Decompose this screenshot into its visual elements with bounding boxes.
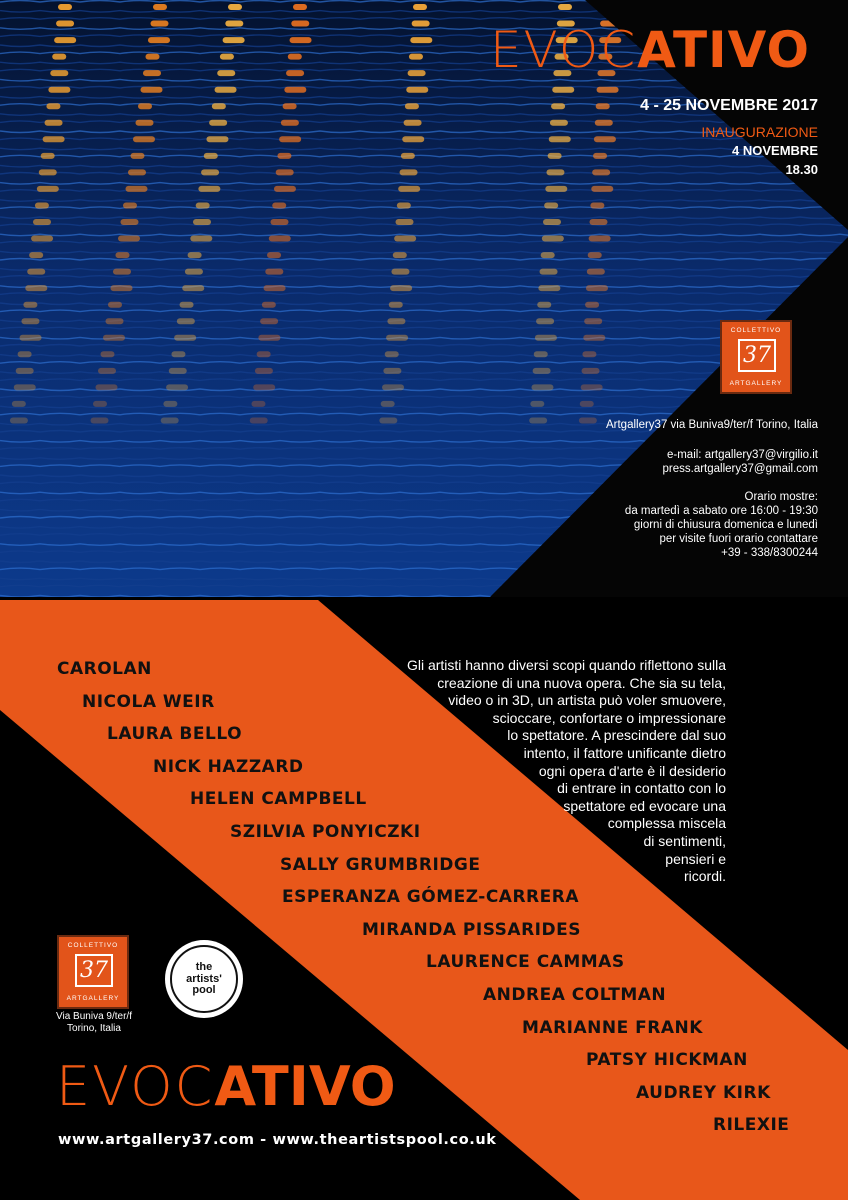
light-reflection — [45, 120, 63, 126]
light-reflection — [293, 4, 307, 10]
light-reflection — [536, 318, 554, 324]
light-reflection — [582, 351, 596, 357]
light-reflection — [108, 302, 122, 308]
description-line: pensieri e — [665, 850, 726, 867]
light-reflection — [161, 417, 179, 423]
light-reflection — [133, 136, 155, 142]
event-dates: 4 - 25 NOVEMBRE 2017 — [640, 97, 818, 114]
light-reflection — [20, 335, 42, 341]
light-reflection — [283, 103, 297, 109]
artist-name: RILEXIE — [713, 1115, 790, 1136]
artgallery37-logo-small — [57, 935, 129, 1009]
light-reflection — [56, 21, 74, 27]
light-reflection — [589, 236, 611, 242]
light-reflection — [225, 21, 243, 27]
artist-name: HELEN CAMPBELL — [190, 789, 367, 810]
light-reflection — [265, 269, 283, 275]
light-reflection — [583, 335, 605, 341]
light-reflection — [217, 70, 235, 76]
light-reflection — [193, 219, 211, 225]
artist-name: PATSY HICKMAN — [586, 1050, 748, 1071]
light-reflection — [410, 37, 432, 43]
light-reflection — [31, 236, 53, 242]
light-reflection — [408, 70, 426, 76]
light-reflection — [393, 252, 407, 258]
light-reflection — [535, 335, 557, 341]
light-reflection — [14, 384, 36, 390]
artgallery37-logo — [720, 320, 792, 394]
logo-number: 37 — [75, 954, 113, 987]
light-reflection — [291, 21, 309, 27]
light-reflection — [533, 368, 551, 374]
light-reflection — [382, 384, 404, 390]
light-reflection — [385, 351, 399, 357]
logo-top-text: COLLETTIVO — [67, 942, 119, 949]
light-reflection — [534, 351, 548, 357]
light-reflection — [180, 302, 194, 308]
light-reflection — [23, 302, 37, 308]
light-reflection — [58, 4, 72, 10]
light-reflection — [537, 302, 551, 308]
light-reflection — [116, 252, 130, 258]
description-line: ricordi. — [683, 868, 726, 885]
light-reflection — [550, 120, 568, 126]
event-title-bottom — [56, 1055, 396, 1119]
footer-urls[interactable]: www.artgallery37.com - www.theartistspool.co.uk — [58, 1132, 497, 1148]
light-reflection — [269, 236, 291, 242]
light-reflection — [103, 335, 125, 341]
light-reflection — [381, 401, 395, 407]
exhibition-description — [386, 657, 726, 886]
description-line: di entrare in contatto con lo — [557, 780, 726, 797]
pool-line-2: artists' — [186, 972, 222, 985]
light-reflection — [529, 417, 547, 423]
light-reflection — [96, 384, 118, 390]
light-reflection — [412, 21, 430, 27]
light-reflection — [594, 136, 616, 142]
bottom-panel — [0, 600, 848, 1200]
email-press[interactable]: press.artgallery37@gmail.com — [662, 463, 818, 475]
light-reflection — [18, 351, 32, 357]
light-reflection — [588, 252, 602, 258]
light-reflection — [190, 236, 212, 242]
pool-line-3: pool — [192, 984, 216, 996]
light-reflection — [276, 169, 294, 175]
light-reflection — [255, 368, 273, 374]
light-reflection — [595, 120, 613, 126]
artist-name: AUDREY KIRK — [636, 1082, 771, 1103]
light-reflection — [16, 368, 34, 374]
description-line: creazione di una nuova opera. Che sia su tela, — [437, 674, 726, 691]
light-reflection — [212, 103, 226, 109]
light-reflection — [586, 285, 608, 291]
light-reflection — [540, 269, 558, 275]
description-line: di sentimenti, — [643, 832, 726, 849]
light-reflection — [174, 335, 196, 341]
light-reflection — [582, 368, 600, 374]
event-title — [490, 20, 810, 80]
light-reflection — [33, 219, 51, 225]
light-reflection — [228, 4, 242, 10]
light-reflection — [46, 103, 60, 109]
light-reflection — [587, 269, 605, 275]
light-reflection — [400, 169, 418, 175]
light-reflection — [136, 120, 154, 126]
phone-number[interactable]: +39 - 338/8300244 — [721, 547, 818, 559]
light-reflection — [279, 136, 301, 142]
light-reflection — [402, 136, 424, 142]
artist-name: MARIANNE FRANK — [522, 1017, 703, 1038]
address-line-1: Via Buniva 9/ter/f — [56, 1011, 132, 1022]
light-reflection — [196, 202, 210, 208]
light-reflection — [585, 302, 599, 308]
light-reflection — [106, 318, 124, 324]
description-line: Gli artisti hanno diversi scopi quando riflettono sulla — [406, 657, 726, 673]
light-reflection — [272, 202, 286, 208]
light-reflection — [209, 120, 227, 126]
artist-name: ESPERANZA GÓMEZ-CARRERA — [282, 887, 579, 908]
email-primary[interactable]: e-mail: artgallery37@virgilio.it — [667, 449, 818, 461]
light-reflection — [544, 202, 558, 208]
light-reflection — [596, 103, 610, 109]
pool-logo-text — [165, 962, 243, 997]
light-reflection — [286, 70, 304, 76]
light-reflection — [597, 87, 619, 93]
light-reflection — [131, 153, 145, 159]
light-reflection — [198, 186, 220, 192]
light-reflection — [35, 202, 49, 208]
light-reflection — [41, 153, 55, 159]
light-reflection — [549, 136, 571, 142]
description-line: scioccare, confortare o impressionare — [492, 709, 726, 726]
light-reflection — [143, 70, 161, 76]
light-reflection — [401, 153, 415, 159]
light-reflection — [39, 169, 57, 175]
light-reflection — [601, 4, 615, 10]
gallery-address: Artgallery37 via Buniva9/ter/f Torino, Italia — [605, 419, 818, 431]
artist-name: NICOLA WEIR — [82, 691, 215, 712]
light-reflection — [204, 153, 218, 159]
light-reflection — [543, 219, 561, 225]
light-reflection — [290, 37, 312, 43]
light-reflection — [98, 368, 116, 374]
light-reflection — [258, 335, 280, 341]
light-reflection — [111, 285, 133, 291]
light-reflection — [37, 186, 59, 192]
artist-name: ANDREA COLTMAN — [483, 985, 667, 1005]
light-reflection — [413, 4, 427, 10]
light-reflection — [591, 186, 613, 192]
light-reflection — [12, 401, 26, 407]
light-reflection — [171, 351, 185, 357]
inauguration-date: 4 NOVEMBRE — [732, 143, 818, 158]
light-reflection — [141, 87, 163, 93]
artist-name: MIRANDA PISSARIDES — [362, 919, 581, 940]
artist-name: LAURA BELLO — [107, 724, 243, 745]
light-reflection — [151, 21, 169, 27]
light-reflection — [546, 169, 564, 175]
light-reflection — [584, 318, 602, 324]
light-reflection — [538, 285, 560, 291]
light-reflection — [545, 186, 567, 192]
light-reflection — [593, 153, 607, 159]
light-reflection — [27, 269, 45, 275]
light-reflection — [188, 252, 202, 258]
light-reflection — [387, 318, 405, 324]
inauguration-time: 18.30 — [785, 162, 818, 177]
light-reflection — [182, 285, 204, 291]
light-reflection — [397, 202, 411, 208]
light-reflection — [409, 54, 423, 60]
light-reflection — [138, 103, 152, 109]
light-reflection — [552, 87, 574, 93]
light-reflection — [581, 384, 603, 390]
light-reflection — [267, 252, 281, 258]
light-reflection — [166, 384, 188, 390]
title-bold-part: ATIVO — [637, 21, 810, 79]
light-reflection — [590, 219, 608, 225]
light-reflection — [386, 335, 408, 341]
light-reflection — [21, 318, 39, 324]
light-reflection — [54, 37, 76, 43]
light-reflection — [101, 351, 115, 357]
light-reflection — [48, 87, 70, 93]
title-light-part: EVOC — [56, 1055, 215, 1118]
title-light-part: EVOC — [489, 21, 638, 79]
artist-name: NICK HAZZARD — [153, 756, 304, 777]
top-panel — [0, 0, 848, 597]
light-reflection — [257, 351, 271, 357]
light-reflection — [50, 70, 68, 76]
light-reflection — [548, 153, 562, 159]
light-reflection — [394, 236, 416, 242]
light-reflection — [121, 219, 139, 225]
light-reflection — [93, 401, 107, 407]
the-artists-pool-logo — [165, 940, 243, 1018]
light-reflection — [10, 417, 28, 423]
light-reflection — [146, 54, 160, 60]
light-reflection — [220, 54, 234, 60]
address-line-2: Torino, Italia — [67, 1023, 121, 1034]
description-line: intento, il fattore unificante dietro — [523, 744, 726, 761]
outside-hours-note: per visite fuori orario contattare — [659, 533, 818, 545]
gallery-short-address — [50, 1011, 138, 1035]
light-reflection — [177, 318, 195, 324]
light-reflection — [126, 186, 148, 192]
light-reflection — [223, 37, 245, 43]
light-reflection — [592, 169, 610, 175]
light-reflection — [558, 4, 572, 10]
light-reflection — [206, 136, 228, 142]
light-reflection — [25, 285, 47, 291]
light-reflection — [390, 285, 412, 291]
light-reflection — [163, 401, 177, 407]
light-reflection — [153, 4, 167, 10]
light-reflection — [277, 153, 291, 159]
pool-line-1: the — [195, 961, 213, 973]
light-reflection — [148, 37, 170, 43]
light-reflection — [123, 202, 137, 208]
light-reflection — [271, 219, 289, 225]
light-reflection — [379, 417, 397, 423]
light-reflection — [201, 169, 219, 175]
light-reflection — [281, 120, 299, 126]
logo-bottom-text: ARTGALLERY — [729, 380, 783, 387]
light-reflection — [274, 186, 296, 192]
inauguration-label: INAUGURAZIONE — [701, 124, 818, 140]
light-reflection — [288, 54, 302, 60]
light-reflection — [215, 87, 237, 93]
light-reflection — [260, 318, 278, 324]
light-reflection — [52, 54, 66, 60]
light-reflection — [541, 252, 555, 258]
hours-title: Orario mostre: — [744, 491, 818, 503]
closed-days: giorni di chiusura domenica e lunedì — [633, 519, 818, 531]
light-reflection — [284, 87, 306, 93]
light-reflection — [531, 384, 553, 390]
description-line: spettatore ed evocare una — [563, 797, 726, 814]
light-reflection — [551, 103, 565, 109]
light-reflection — [113, 269, 131, 275]
light-reflection — [251, 401, 265, 407]
light-reflection — [405, 103, 419, 109]
light-reflection — [579, 417, 597, 423]
light-reflection — [118, 236, 140, 242]
light-reflection — [169, 368, 187, 374]
light-reflection — [590, 202, 604, 208]
opening-hours — [625, 490, 818, 560]
light-reflection — [185, 269, 203, 275]
light-reflection — [580, 401, 594, 407]
light-reflection — [406, 87, 428, 93]
logo-number: 37 — [738, 339, 776, 372]
light-reflection — [128, 169, 146, 175]
light-reflection — [264, 285, 286, 291]
light-reflection — [262, 302, 276, 308]
description-line: complessa miscela — [607, 815, 726, 832]
light-reflection — [396, 219, 414, 225]
light-reflection — [250, 417, 268, 423]
title-bold-part: ATIVO — [214, 1055, 396, 1118]
light-reflection — [530, 401, 544, 407]
description-line: video o in 3D, un artista può voler smuovere, — [448, 692, 726, 709]
artist-name: SALLY GRUMBRIDGE — [280, 854, 481, 875]
light-reflection — [29, 252, 43, 258]
artist-name: LAURENCE CAMMAS — [426, 952, 625, 973]
light-reflection — [398, 186, 420, 192]
description-line: lo spettatore. A prescindere dal suo — [507, 727, 726, 744]
light-reflection — [404, 120, 422, 126]
light-reflection — [391, 269, 409, 275]
light-reflection — [253, 384, 275, 390]
light-reflection — [542, 236, 564, 242]
logo-bottom-text: ARTGALLERY — [66, 995, 120, 1002]
description-line: ogni opera d'arte è il desiderio — [538, 762, 726, 779]
hours-days: da martedì a sabato ore 16:00 - 19:30 — [624, 505, 818, 517]
artist-name: SZILVIA PONYICZKI — [230, 822, 421, 842]
light-reflection — [91, 417, 109, 423]
logo-top-text: COLLETTIVO — [730, 327, 782, 334]
light-reflection — [43, 136, 65, 142]
artist-name: CAROLAN — [57, 659, 152, 679]
light-reflection — [383, 368, 401, 374]
light-reflection — [389, 302, 403, 308]
